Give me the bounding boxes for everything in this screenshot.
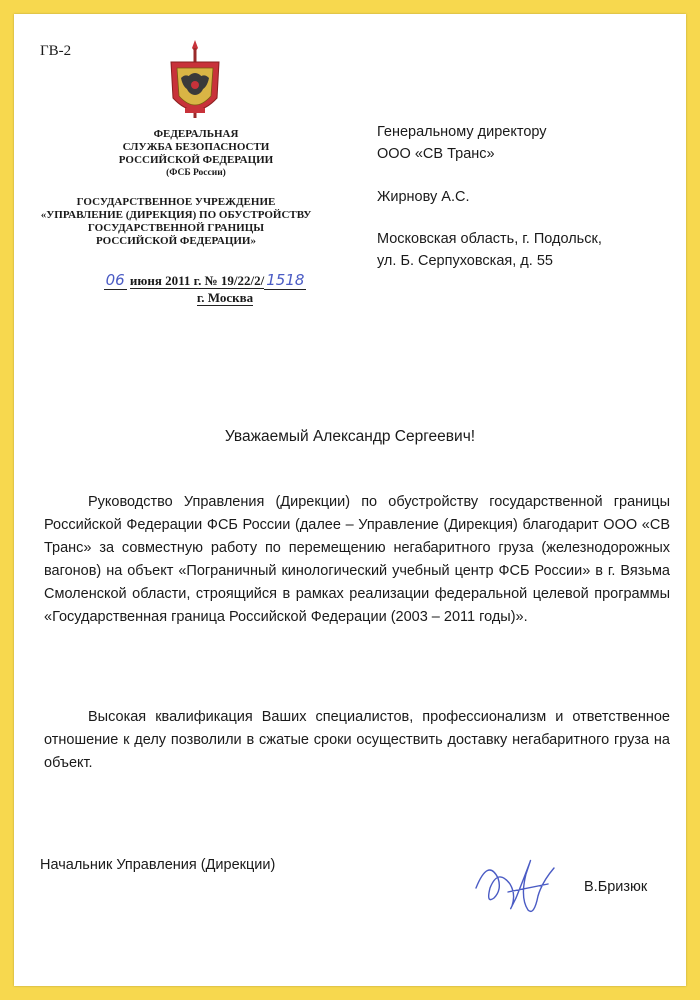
signatory-title: Начальник Управления (Дирекции) (40, 857, 276, 873)
institution-line: ГОСУДАРСТВЕННОЕ УЧРЕЖДЕНИЕ (76, 196, 276, 208)
document-code: ГВ-2 (40, 43, 72, 59)
addressee-company: ООО «СВ Транс» (377, 146, 495, 162)
fsb-emblem-icon (163, 38, 227, 128)
date-and-number: июня 2011 г. № 19/22/2/ (129, 273, 265, 288)
document-number-handwritten: 1518 (266, 271, 305, 289)
addressee-address (377, 228, 602, 272)
date-number-line (90, 271, 320, 289)
salutation: Уважаемый Александр Сергеевич! (224, 428, 476, 445)
addressee-name: Жирнову А.С. (377, 189, 470, 205)
city: г. Москва (196, 290, 254, 305)
org-line: ФЕДЕРАЛЬНАЯ (153, 128, 239, 140)
addressee-line: Генеральному директору (377, 124, 547, 140)
org-line: РОССИЙСКОЙ ФЕДЕРАЦИИ (118, 154, 274, 166)
handwritten-signature (468, 848, 578, 918)
org-abbreviation: (ФСБ России) (166, 168, 226, 178)
organization-block (80, 128, 312, 180)
institution-block (30, 196, 322, 248)
addressee-position (377, 121, 547, 165)
address-line: ул. Б. Серпуховская, д. 55 (377, 253, 553, 269)
city-line (160, 290, 290, 306)
body-paragraph: Высокая квалификация Ваших специалистов, профессионализм и ответственное отношение к делу позволили в сжатые сроки осуществить доставку негабаритного груза на объект. (44, 709, 670, 771)
org-line: СЛУЖБА БЕЗОПАСНОСТИ (122, 141, 270, 153)
institution-line: РОССИЙСКОЙ ФЕДЕРАЦИИ» (96, 235, 256, 247)
signatory-name: В.Бризюк (584, 879, 648, 895)
address-line: Московская область, г. Подольск, (377, 231, 602, 247)
body-paragraph: Руководство Управления (Дирекции) по обустройству государственной границы Российской Федерации ФСБ России (далее – Управление (Дирекция) благодарит ООО «СВ Транс» за совместную работу по перемещению негабаритного груза (железнодорожных вагонов) на объект «Пограничный кинологический учебный центр ФСБ России» в г. Вязьма Смоленской области, строящийся в рамках реализации федеральной целевой программы «Государственная граница Российской Федерации (2003 – 2011 годы)». (44, 494, 670, 625)
date-day: 06 (105, 271, 125, 289)
institution-line: ГОСУДАРСТВЕННОЙ ГРАНИЦЫ (87, 222, 265, 234)
institution-line: «УПРАВЛЕНИЕ (ДИРЕКЦИЯ) ПО ОБУСТРОЙСТВУ (40, 209, 312, 221)
